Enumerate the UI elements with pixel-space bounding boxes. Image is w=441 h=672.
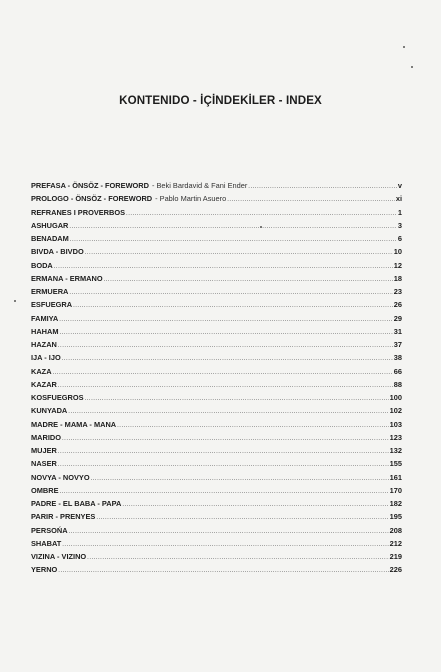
- toc-entry: [31, 457, 402, 470]
- toc-entry: [31, 510, 402, 523]
- toc-entry: [31, 484, 402, 497]
- toc-entry-title: MARIDO: [31, 432, 61, 442]
- toc-entry: [31, 563, 402, 576]
- toc-entry: [31, 338, 402, 351]
- toc-entry-page-number: 29: [393, 313, 402, 323]
- toc-entry: [31, 550, 402, 563]
- toc-entry-page-number: 102: [389, 406, 402, 416]
- toc-entry-page-number: 226: [389, 565, 402, 575]
- toc-entry: [31, 431, 402, 444]
- toc-entry-page-number: 182: [389, 499, 402, 508]
- toc-entry: [31, 206, 402, 219]
- toc-entry-page-number: 31: [393, 326, 402, 336]
- toc-entry: [31, 272, 402, 285]
- toc-entry-title: MADRE - MAMA - MANA: [31, 419, 117, 429]
- toc-entry-page-number: 170: [389, 485, 402, 495]
- dot-leader: [62, 433, 389, 446]
- dot-leader: [54, 261, 393, 274]
- toc-entry-title: BIVDA - BIVDO: [31, 247, 84, 257]
- toc-entry-title: KOSFUEGROS: [31, 393, 84, 402]
- toc-entry-page-number: 123: [389, 432, 402, 442]
- toc-entry-title: KAZAR: [31, 379, 57, 389]
- toc-entry-page-number: 38: [393, 353, 402, 363]
- toc-entry-title: ESFUEGRA: [31, 300, 73, 310]
- scan-speck: [403, 46, 405, 48]
- toc-entry-title: PREFASA - ÖNSÖZ - FOREWORD: [31, 181, 149, 190]
- toc-entry-page-number: 10: [393, 247, 402, 257]
- toc-entry-page-number: 212: [389, 538, 402, 548]
- toc-entry-title: KUNYADA: [31, 406, 68, 416]
- toc-entry-page-number: 12: [393, 260, 402, 270]
- dot-leader: [69, 526, 389, 539]
- toc-entry: [31, 192, 402, 205]
- toc-entry: [31, 219, 402, 232]
- toc-entry-title: ERMANA - ERMANO: [31, 273, 103, 283]
- toc-entry-title: MUJER: [31, 446, 57, 455]
- toc-entry: [31, 245, 402, 258]
- toc-entry-title: SHABAT: [31, 538, 62, 548]
- dot-leader: [96, 512, 388, 525]
- toc-entry-author: - Beki Bardavid & Fani Ender: [151, 181, 248, 190]
- toc-entry-title: PERSOŃA: [31, 525, 68, 535]
- dot-leader: [62, 539, 388, 552]
- toc-entry-page-number: 1: [397, 207, 402, 217]
- toc-entry-page-number: 88: [393, 379, 402, 389]
- toc-entry-page-number: 6: [397, 234, 402, 243]
- toc-entry: [31, 298, 402, 311]
- dot-leader: [91, 473, 389, 486]
- dot-leader: [53, 367, 393, 380]
- toc-entry: [31, 537, 402, 550]
- toc-entry-page-number: 26: [393, 300, 402, 310]
- dot-leader: [59, 314, 393, 327]
- dot-leader: [70, 234, 397, 247]
- dot-leader: [248, 181, 397, 194]
- dot-leader: [68, 406, 388, 419]
- toc-entry: [31, 404, 402, 417]
- toc-entry-page-number: v: [397, 181, 402, 190]
- toc-entry: [31, 325, 402, 338]
- dot-leader: [69, 221, 397, 234]
- dot-leader: [69, 287, 392, 300]
- dot-leader: [58, 380, 393, 393]
- toc-entry: [31, 418, 402, 431]
- dot-leader: [85, 247, 393, 260]
- dot-leader: [73, 300, 393, 313]
- toc-entry-page-number: 132: [389, 446, 402, 455]
- toc-entry-page-number: 3: [397, 220, 402, 230]
- scan-speck: [14, 300, 16, 302]
- toc-entry: [31, 444, 402, 457]
- toc-entry-title: HAZAN: [31, 340, 57, 349]
- page-title: KONTENIDO - İÇİNDEKİLER - INDEX: [119, 94, 322, 107]
- dot-leader: [58, 340, 393, 353]
- toc-entry: [31, 259, 402, 272]
- dot-leader: [58, 446, 389, 459]
- toc-entry: [31, 351, 402, 364]
- toc-entry-title: BODA: [31, 260, 53, 270]
- toc-entry: [31, 378, 402, 391]
- toc-entry-author: - Pablo Martin Asuero: [155, 194, 227, 204]
- toc-entry-page-number: xi: [395, 194, 402, 204]
- toc-entry-page-number: 161: [389, 472, 402, 482]
- toc-entry-page-number: 37: [393, 340, 402, 349]
- toc-entry-title: VIZINA - VIZINO: [31, 552, 87, 561]
- dot-leader: [60, 327, 393, 340]
- toc-entry-title: NOVYA - NOVYO: [31, 472, 90, 482]
- toc-entry-title: PROLOGO - ÖNSÖZ - FOREWORD: [31, 194, 153, 204]
- table-of-contents: [31, 179, 402, 577]
- toc-entry-title: REFRANES I PROVERBOS: [31, 207, 126, 217]
- dot-leader: [58, 565, 388, 578]
- toc-entry-title: PARIR - PRENYES: [31, 512, 96, 522]
- toc-entry: [31, 232, 402, 245]
- toc-entry-title: YERNO: [31, 565, 58, 575]
- dot-leader: [126, 208, 397, 221]
- toc-entry-page-number: 100: [389, 393, 402, 402]
- toc-entry: [31, 391, 402, 404]
- dot-leader: [104, 274, 393, 287]
- dot-leader: [58, 459, 389, 472]
- toc-entry-title: FAMIYA: [31, 313, 59, 323]
- dot-leader: [122, 499, 388, 512]
- toc-entry-title: BENADAM: [31, 234, 69, 243]
- toc-entry-title: NASER: [31, 459, 57, 469]
- dot-leader: [85, 393, 389, 406]
- toc-entry-page-number: 155: [389, 459, 402, 469]
- toc-entry-title: OMBRE: [31, 485, 59, 495]
- dot-leader: [117, 420, 389, 433]
- toc-entry-title: ERMUERA: [31, 287, 69, 296]
- toc-entry: [31, 524, 402, 537]
- toc-entry-title: PADRE - EL BABA - PAPA: [31, 499, 122, 508]
- toc-entry-title: HAHAM: [31, 326, 59, 336]
- toc-entry-title: ASHUGAR: [31, 220, 69, 230]
- toc-entry-page-number: 208: [389, 525, 402, 535]
- toc-entry-page-number: 219: [389, 552, 402, 561]
- toc-entry: [31, 365, 402, 378]
- toc-entry-page-number: 66: [393, 366, 402, 376]
- dot-leader: [87, 552, 389, 565]
- toc-entry-title: IJA - IJO: [31, 353, 61, 363]
- toc-entry: [31, 497, 402, 510]
- toc-entry: [31, 471, 402, 484]
- toc-entry-page-number: 23: [393, 287, 402, 296]
- dot-leader: [227, 194, 395, 207]
- toc-entry-title: KAZA: [31, 366, 52, 376]
- toc-entry: [31, 285, 402, 298]
- toc-entry-page-number: 195: [389, 512, 402, 522]
- dot-leader: [62, 353, 393, 366]
- toc-entry-page-number: 103: [389, 419, 402, 429]
- toc-entry-page-number: 18: [393, 273, 402, 283]
- toc-entry: [31, 312, 402, 325]
- toc-entry: [31, 179, 402, 192]
- scan-speck: [411, 66, 413, 68]
